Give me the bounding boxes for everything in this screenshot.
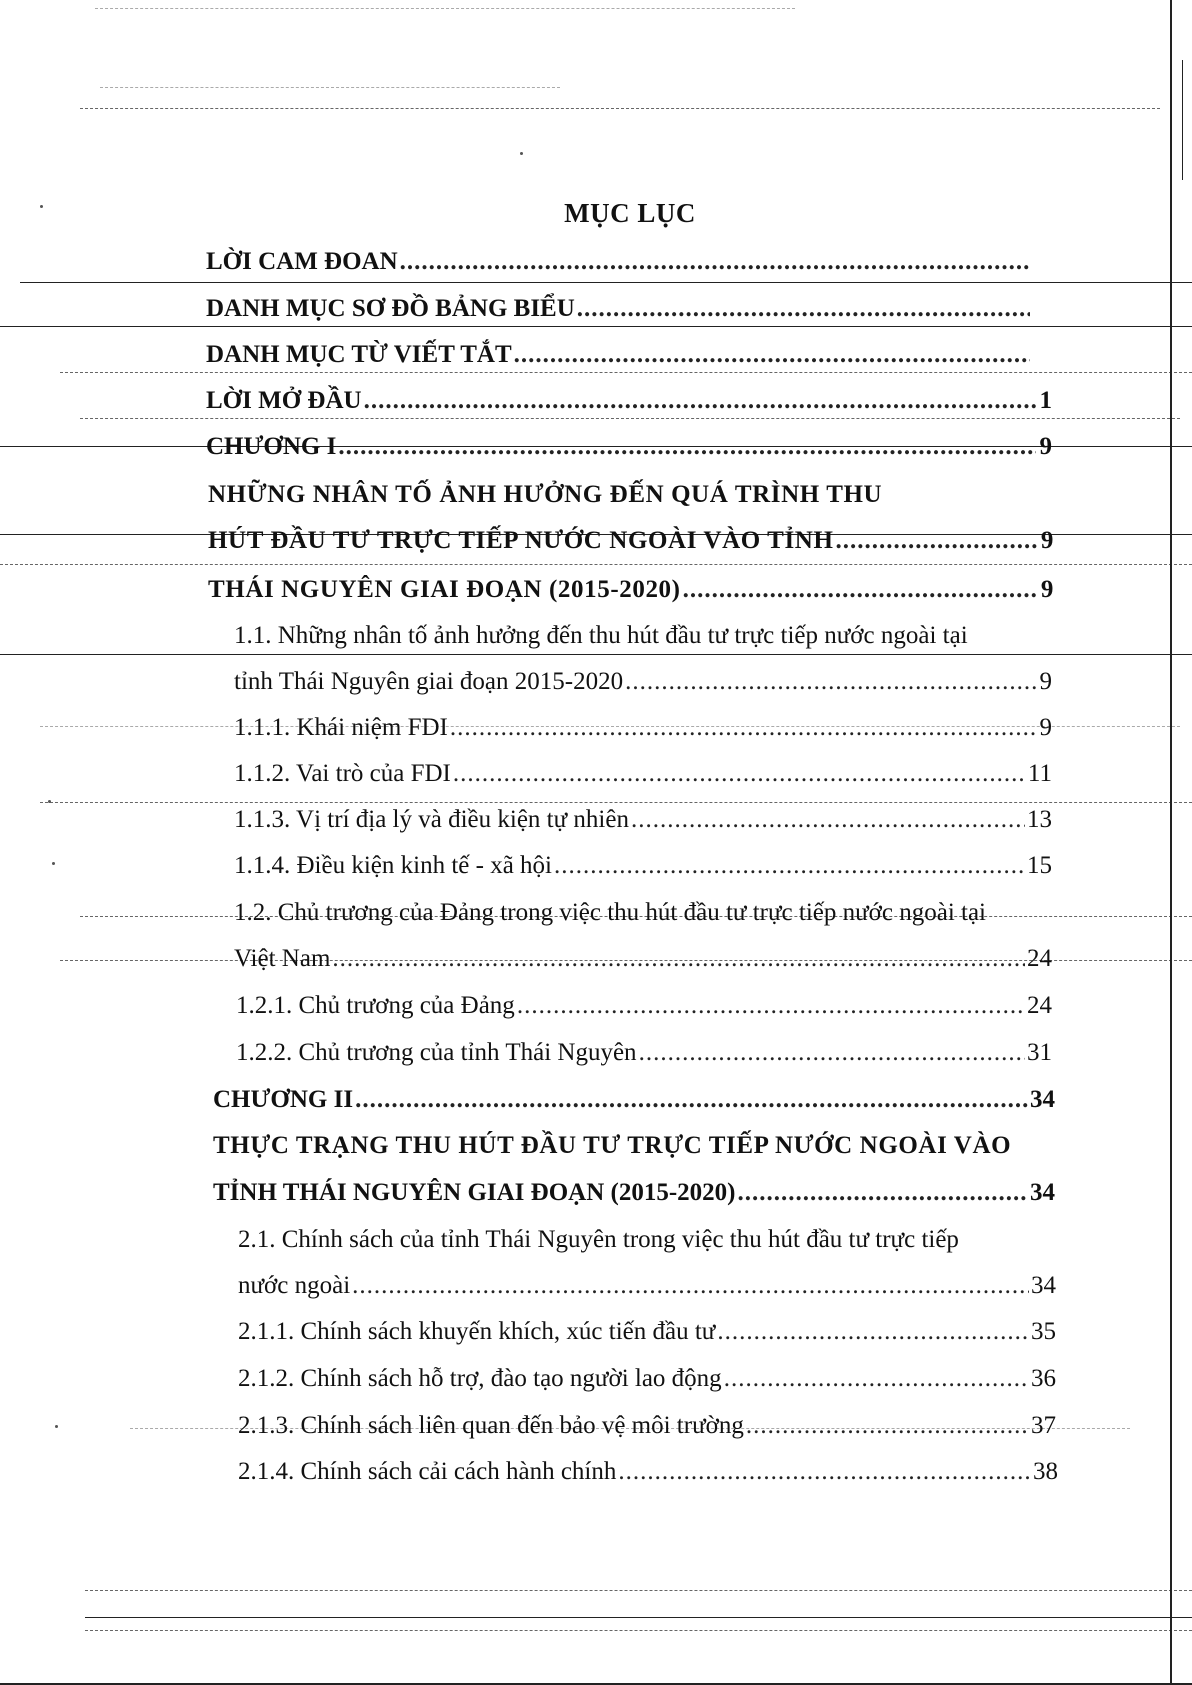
toc-leader-dots: [625, 667, 1036, 697]
toc-entry[interactable]: [208, 575, 1054, 605]
toc-entry-text: CHƯƠNG I: [206, 433, 337, 460]
toc-entry[interactable]: [234, 667, 1052, 697]
toc-entry-page: 34: [1030, 1179, 1055, 1206]
toc-leader-dots: [639, 1038, 1025, 1068]
toc-entry[interactable]: [236, 1038, 1052, 1068]
toc-entry-page: 35: [1031, 1318, 1056, 1345]
scan-speck: [55, 1425, 58, 1428]
toc-entry-page: 9: [1039, 433, 1052, 460]
toc-entry-text: 2.1.3. Chính sách liên quan đến bảo vệ môi trường: [238, 1412, 744, 1439]
toc-leader-dots: [618, 1457, 1031, 1487]
toc-entry-text: DANH MỤC SƠ ĐỒ BẢNG BIỂU: [206, 295, 575, 322]
toc-leader-dots: [554, 851, 1025, 881]
toc-entry-text: 1.2.1. Chủ trương của Đảng: [236, 992, 515, 1019]
toc-leader-dots: [717, 1317, 1029, 1347]
scan-artifact-line: [80, 108, 1160, 109]
toc-leader-dots: [453, 759, 1026, 789]
toc-entry-text[interactable]: THỰC TRẠNG THU HÚT ĐẦU TƯ TRỰC TIẾP NƯỚC NGOÀI VÀO: [213, 1132, 1012, 1159]
toc-leader-dots: [631, 805, 1025, 835]
toc-leader-dots: [352, 1271, 1029, 1301]
toc-leader-dots: [364, 386, 1036, 416]
toc-entry[interactable]: [234, 851, 1052, 881]
toc-entry-text: nước ngoài: [238, 1272, 351, 1299]
scan-artifact-line: [60, 372, 1192, 373]
toc-entry[interactable]: [238, 1317, 1056, 1347]
toc-entry-text: 1.1.1. Khái niệm FDI: [234, 714, 448, 741]
toc-entry-text[interactable]: NHỮNG NHÂN TỐ ẢNH HƯỞNG ĐẾN QUÁ TRÌNH THU: [208, 481, 883, 508]
toc-entry-page: 24: [1027, 992, 1052, 1019]
toc-leader-dots: [355, 1085, 1028, 1115]
scan-edge-line: [1182, 60, 1183, 180]
toc-entry[interactable]: [206, 432, 1052, 462]
toc-entry-page: 11: [1027, 760, 1052, 787]
toc-entry-text: 2.1.2. Chính sách hỗ trợ, đào tạo người lao động: [238, 1365, 722, 1392]
toc-entry-text: 1.1.3. Vị trí địa lý và điều kiện tự nhiên: [234, 806, 629, 833]
scan-artifact-line: [95, 8, 795, 9]
toc-entry-page: 9: [1039, 714, 1052, 741]
scan-artifact-line: [0, 564, 1192, 565]
toc-entry[interactable]: [238, 1457, 1058, 1487]
toc-leader-dots: [724, 1364, 1029, 1394]
toc-entry-page: 9: [1039, 668, 1052, 695]
toc-entry[interactable]: [238, 1411, 1056, 1441]
scan-edge-line: [1170, 0, 1172, 1685]
toc-entry-page: 37: [1031, 1412, 1056, 1439]
toc-entry-text: 2.1.1. Chính sách khuyến khích, xúc tiến đầu tư: [238, 1318, 716, 1345]
scan-artifact-line: [40, 802, 1192, 803]
toc-entry[interactable]: [238, 1364, 1056, 1394]
toc-entry[interactable]: [213, 1178, 1055, 1208]
toc-entry-page: 9: [1040, 576, 1054, 603]
toc-title: MỤC LỤC: [564, 198, 696, 228]
toc-entry-text: HÚT ĐẦU TƯ TRỰC TIẾP NƯỚC NGOÀI VÀO TỈNH: [208, 527, 834, 554]
toc-leader-dots: [332, 944, 1025, 974]
toc-leader-dots: [738, 1178, 1029, 1208]
toc-entry-text: 1.1.2. Vai trò của FDI: [234, 760, 451, 787]
toc-entry-text: Việt Nam: [234, 945, 331, 972]
toc-leader-dots: [517, 991, 1025, 1021]
scan-artifact-line: [0, 654, 1192, 655]
scan-artifact-line: [85, 1630, 1192, 1631]
scan-speck: [48, 800, 51, 803]
toc-entry[interactable]: [234, 944, 1052, 974]
toc-entry-text: LỜI CAM ĐOAN: [206, 248, 398, 275]
scan-artifact-line: [85, 1617, 1192, 1618]
toc-entry-text: 1.1.4. Điều kiện kinh tế - xã hội: [234, 852, 552, 879]
toc-entry[interactable]: [236, 991, 1052, 1021]
toc-leader-dots: [836, 526, 1039, 556]
toc-entry[interactable]: [206, 294, 1046, 324]
toc-entry-text: THÁI NGUYÊN GIAI ĐOẠN (2015-2020): [208, 576, 681, 603]
toc-leader-dots: [514, 340, 1030, 370]
toc-leader-dots: [400, 247, 1030, 277]
toc-entry[interactable]: [206, 386, 1052, 416]
toc-entry-text: DANH MỤC TỪ VIẾT TẮT: [206, 341, 512, 368]
toc-entry[interactable]: [213, 1085, 1055, 1115]
toc-entry-text[interactable]: 2.1. Chính sách của tỉnh Thái Nguyên trong việc thu hút đầu tư trực tiếp: [238, 1226, 959, 1253]
toc-entry-page: 31: [1027, 1039, 1052, 1066]
toc-leader-dots: [746, 1411, 1029, 1441]
toc-entry-page: 34: [1030, 1086, 1055, 1113]
scan-artifact-line: [100, 87, 560, 88]
toc-entry-text: TỈNH THÁI NGUYÊN GIAI ĐOẠN (2015-2020): [213, 1179, 736, 1206]
scan-artifact-line: [85, 1590, 1192, 1591]
toc-entry-text: LỜI MỞ ĐẦU: [206, 387, 362, 414]
toc-leader-dots: [577, 294, 1030, 324]
toc-leader-dots: [338, 432, 1036, 462]
toc-entry-page: 38: [1033, 1458, 1058, 1485]
scan-speck: [52, 862, 55, 865]
toc-entry-text: CHƯƠNG II: [213, 1086, 354, 1113]
toc-leader-dots: [450, 713, 1036, 743]
scan-artifact-line: [80, 418, 1180, 419]
toc-entry[interactable]: [238, 1271, 1056, 1301]
toc-entry-text: tỉnh Thái Nguyên giai đoạn 2015-2020: [234, 668, 624, 695]
toc-entry-text: 2.1.4. Chính sách cải cách hành chính: [238, 1458, 617, 1485]
toc-entry-page: 13: [1027, 806, 1052, 833]
toc-entry-page: 24: [1027, 945, 1052, 972]
toc-leader-dots: [683, 575, 1038, 605]
scan-artifact-line: [20, 282, 1192, 283]
toc-entry-text[interactable]: 1.2. Chủ trương của Đảng trong việc thu hút đầu tư trực tiếp nước ngoài tại: [234, 899, 987, 926]
toc-entry-text: 1.2.2. Chủ trương của tỉnh Thái Nguyên: [236, 1039, 637, 1066]
toc-entry-page: 36: [1031, 1365, 1056, 1392]
toc-entry[interactable]: [206, 247, 1046, 277]
toc-entry[interactable]: [234, 713, 1052, 743]
toc-entry[interactable]: [206, 340, 1046, 370]
toc-entry[interactable]: [208, 526, 1054, 556]
toc-entry-page: 1: [1039, 387, 1052, 414]
toc-entry-page: 34: [1031, 1272, 1056, 1299]
scan-artifact-line: [0, 326, 1192, 327]
scan-speck: [520, 152, 523, 155]
toc-entry-text[interactable]: 1.1. Những nhân tố ảnh hưởng đến thu hút đầu tư trực tiếp nước ngoài tại: [234, 622, 968, 649]
toc-entry-page: 15: [1027, 852, 1052, 879]
toc-entry[interactable]: [234, 805, 1052, 835]
toc-entry-page: 9: [1040, 527, 1054, 554]
toc-entry[interactable]: [234, 759, 1052, 789]
